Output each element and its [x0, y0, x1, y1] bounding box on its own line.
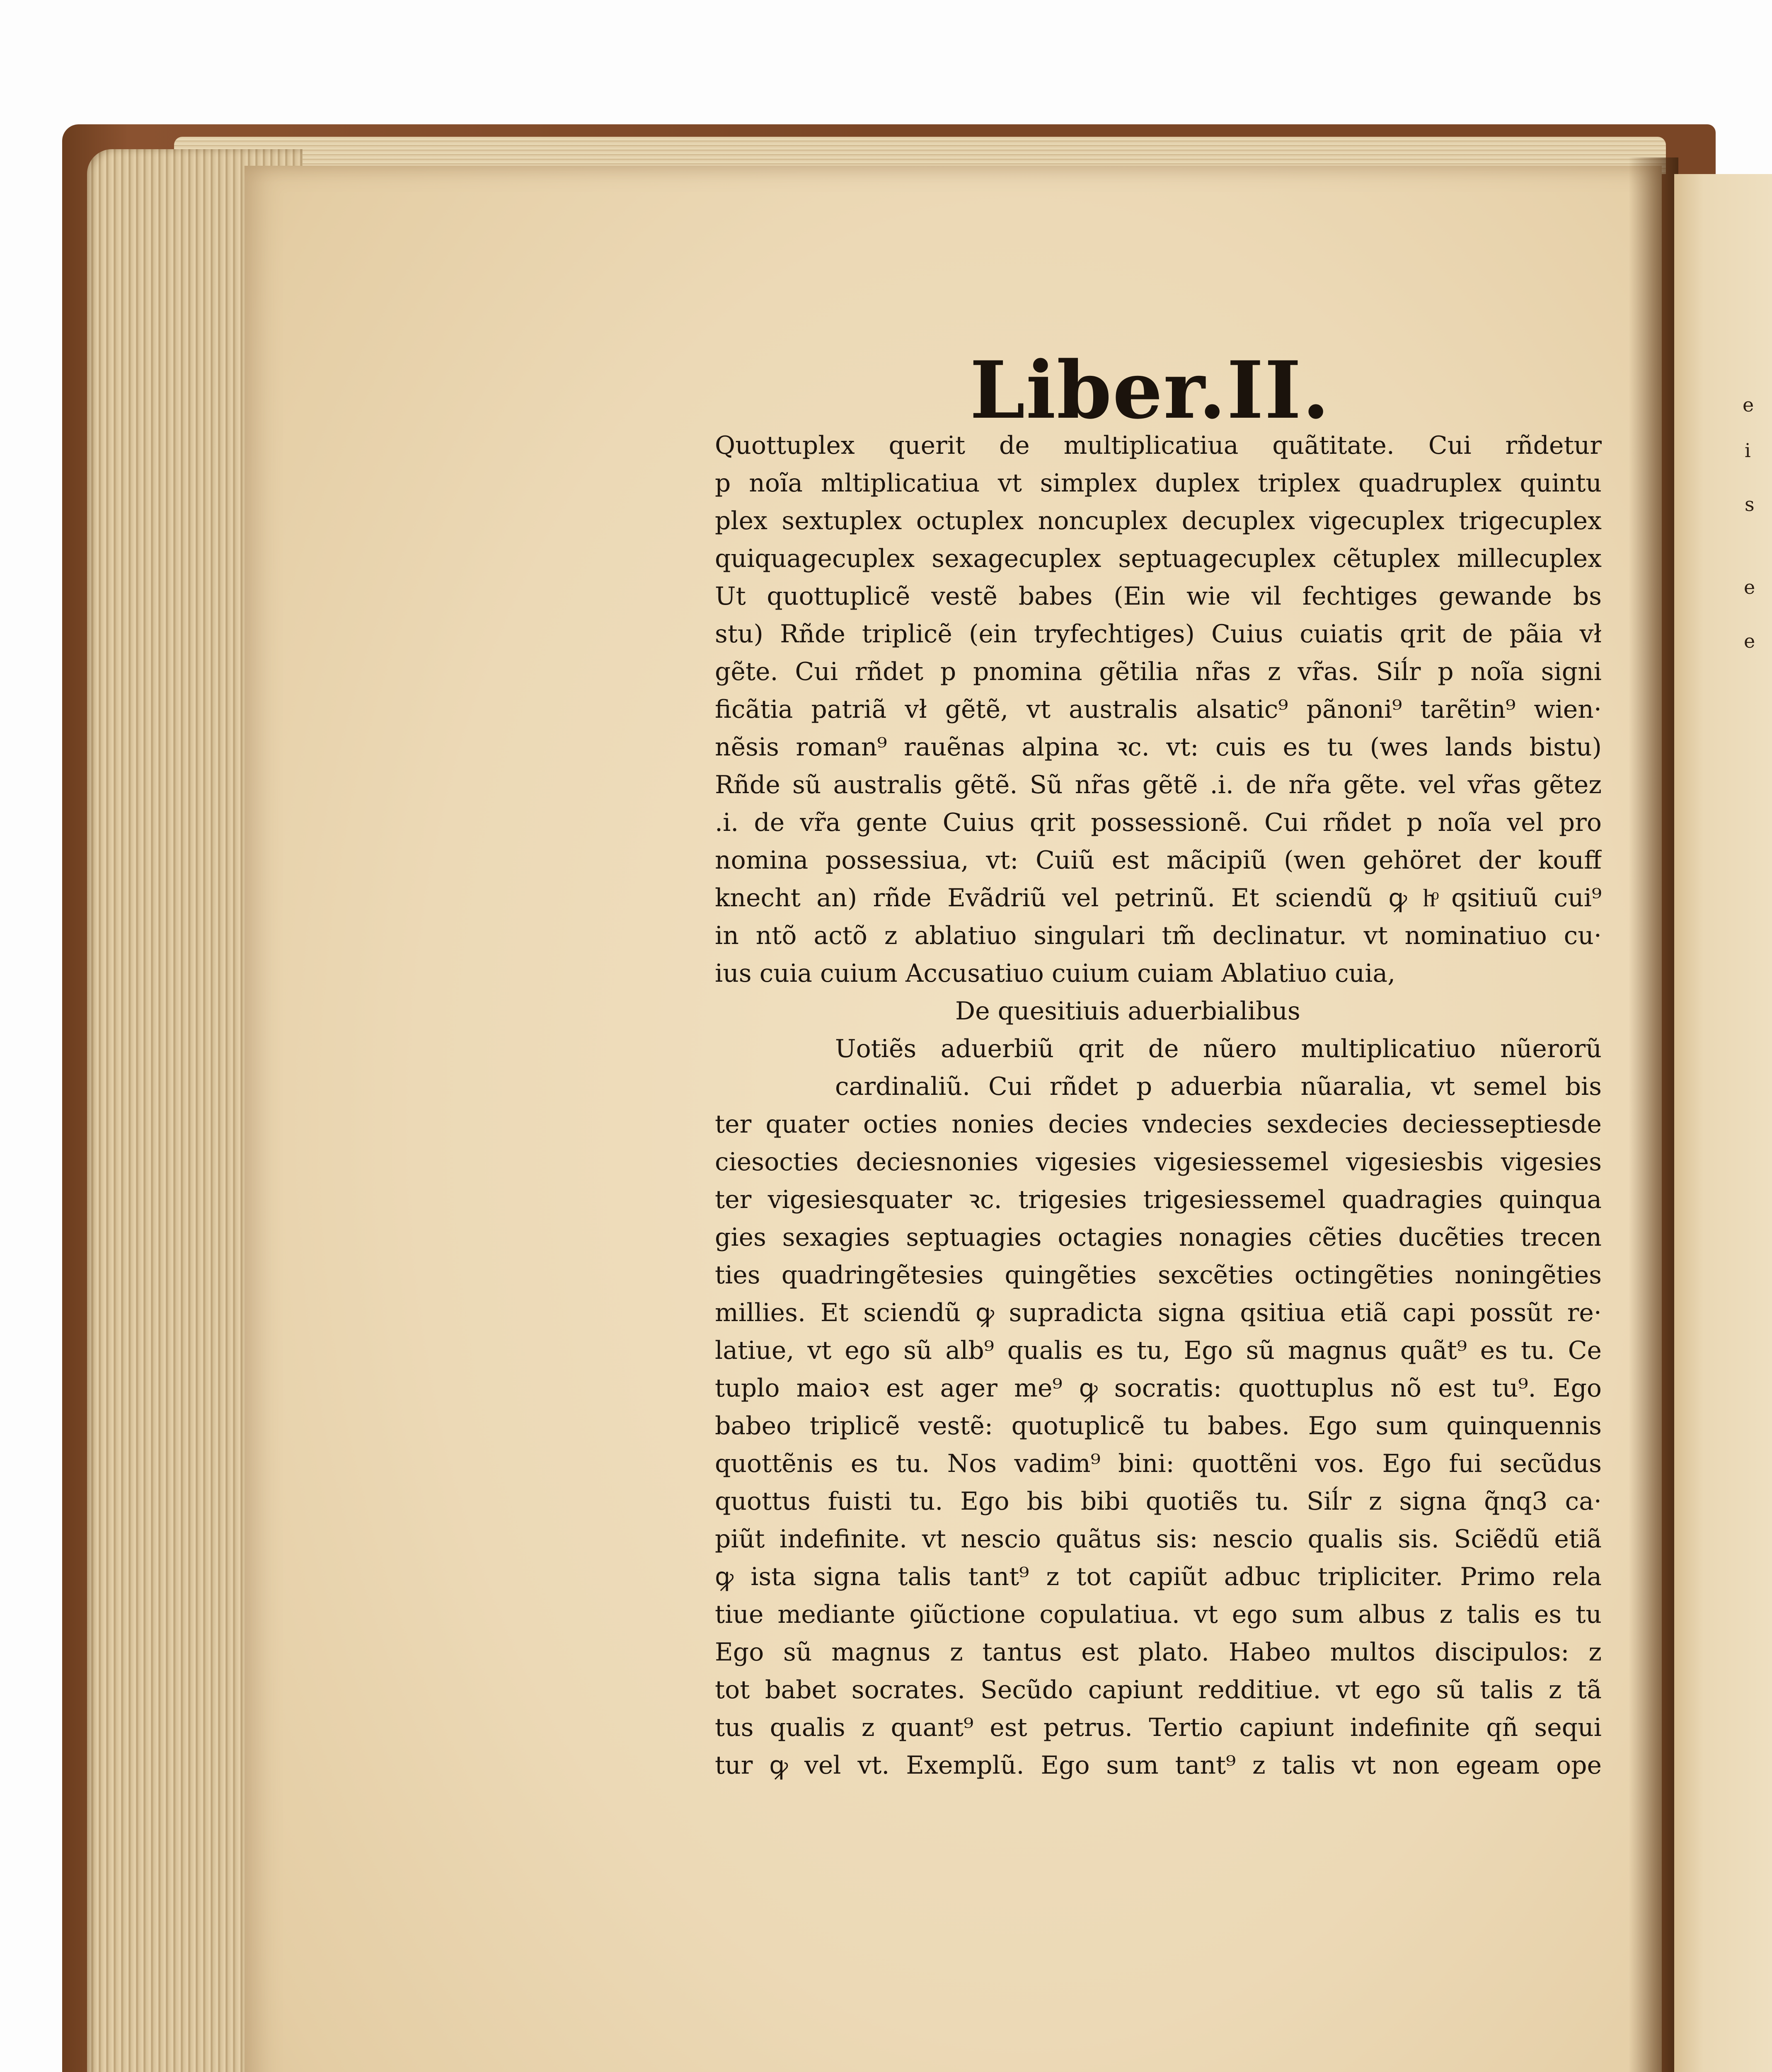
- text-line: babeo triplicẽ vestẽ: quotuplicẽ tu babes. Ego sum quinquennis: [715, 1411, 1602, 1440]
- text-line: quottẽnis es tu. Nos vadim⁹ bini: quottẽni vos. Ego fui secũdus: [715, 1449, 1602, 1478]
- text-line: stu) Rñde triplicẽ (ein tryfechtiges) Cuius cuiatis qrit de pãia vł: [715, 620, 1602, 649]
- text-line: cardinaliũ. Cui rñdet p aduerbia nũaralia, vt semel bis: [835, 1072, 1602, 1101]
- text-line: plex sextuplex octuplex noncuplex decuplex vigecuplex trigecuplex: [715, 506, 1602, 535]
- text-line: piũt indefinite. vt nescio quãtus sis: nescio qualis sis. Sciẽdũ etiã: [715, 1525, 1602, 1554]
- running-head: Liber.II.: [970, 344, 1331, 436]
- gutter-shadow: [1629, 157, 1678, 2072]
- text-line: tiue mediante ꝯiũctione copulatiua. vt ego sum albus z talis es tu: [715, 1600, 1602, 1629]
- facing-page-mark: e: [1744, 576, 1755, 598]
- text-line: ficãtia patriã vł gẽtẽ, vt australis alsatic⁹ pãnoni⁹ tarẽtin⁹ wien·: [715, 695, 1602, 724]
- text-line: millies. Et sciendũ ꝙ supradicta signa qsitiua etiã capi possũt re·: [715, 1298, 1602, 1327]
- text-line: latiue, vt ego sũ alb⁹ qualis es tu, Ego sũ magnus quãt⁹ es tu. Ce: [715, 1336, 1602, 1365]
- facing-page-mark: i: [1745, 439, 1751, 462]
- text-line: ter vigesiesquater ꝛc. trigesies trigesiessemel quadragies quinqua: [715, 1185, 1602, 1214]
- text-line: ꝙ ista signa talis tant⁹ z tot capiũt adbuc tripliciter. Primo rela: [715, 1562, 1602, 1591]
- text-line: gies sexagies septuagies octagies nonagies cẽties ducẽties trecen: [715, 1223, 1602, 1252]
- text-line: ius cuia cuium Accusatiuo cuium cuiam Ablatiuo cuia,: [715, 959, 1396, 988]
- text-line: ties quadringẽtesies quingẽties sexcẽties octingẽties noningẽties: [715, 1261, 1602, 1290]
- text-line: Rñde sũ australis gẽtẽ. Sũ nr̃as gẽtẽ .i. de nr̃a gẽte. vel vr̃as gẽtez: [715, 770, 1602, 799]
- text-line: Ego sũ magnus z tantus est plato. Habeo multos discipulos: z: [715, 1638, 1602, 1667]
- facing-page-mark: e: [1743, 394, 1754, 416]
- text-line: ciesocties deciesnonies vigesies vigesiessemel vigesiesbis vigesies: [715, 1147, 1602, 1176]
- text-line: Uotiẽs aduerbiũ qrit de nũero multiplicatiuo nũerorũ: [835, 1034, 1602, 1063]
- text-line: Ut quottuplicẽ vestẽ babes (Ein wie vil fechtiges gewande bs: [715, 582, 1602, 611]
- text-line: nomina possessiua, vt: Cuiũ est mãcipiũ (wen gehöret der kouff: [715, 846, 1602, 875]
- text-line: quiquagecuplex sexagecuplex septuagecuplex cẽtuplex millecuplex: [715, 544, 1602, 573]
- text-line: tur ꝙ vel vt. Exemplũ. Ego sum tant⁹ z talis vt non egeam ope: [715, 1751, 1602, 1780]
- facing-page-mark: e: [1744, 630, 1755, 652]
- text-line: tuplo maioꝛ est ager me⁹ ꝙ socratis: quottuplus nõ est tu⁹. Ego: [715, 1374, 1602, 1403]
- text-line: nẽsis roman⁹ rauẽnas alpina ꝛc. vt: cuis es tu (wes lands bistu): [715, 733, 1602, 762]
- facing-page-mark: s: [1745, 493, 1755, 516]
- text-line: gẽte. Cui rñdet p pnomina gẽtilia nr̃as z vr̃as. Siĺr p noĩa signi: [715, 657, 1602, 686]
- text-line: p noĩa mltiplicatiua vt simplex duplex triplex quadruplex quintu: [715, 469, 1602, 498]
- facing-page: [1674, 174, 1772, 2072]
- text-line: knecht an) rñde Evãdriũ vel petrinũ. Et sciendũ ꝙ hͦ qsitiuũ cui⁹: [715, 884, 1602, 913]
- section-heading: De quesitiuis aduerbialibus: [955, 997, 1300, 1026]
- text-line: .i. de vr̃a gente Cuius qrit possessionẽ. Cui rñdet p noĩa vel pro: [715, 808, 1602, 837]
- text-line: in ntõ actõ z ablatiuo singulari tm̃ declinatur. vt nominatiuo cu·: [715, 921, 1602, 950]
- text-line: ter quater octies nonies decies vndecies sexdecies deciesseptiesde: [715, 1110, 1602, 1139]
- text-line: tus qualis z quant⁹ est petrus. Tertio capiunt indefinite qñ sequi: [715, 1713, 1602, 1742]
- text-line: quottus fuisti tu. Ego bis bibi quotiẽs tu. Siĺr z signa q̃nq3 ca·: [715, 1487, 1602, 1516]
- text-block: [715, 427, 1602, 1784]
- text-line: tot babet socrates. Secũdo capiunt redditiue. vt ego sũ talis z tã: [715, 1675, 1602, 1704]
- text-line: Quottuplex querit de multiplicatiua quãtitate. Cui rñdetur: [715, 431, 1602, 460]
